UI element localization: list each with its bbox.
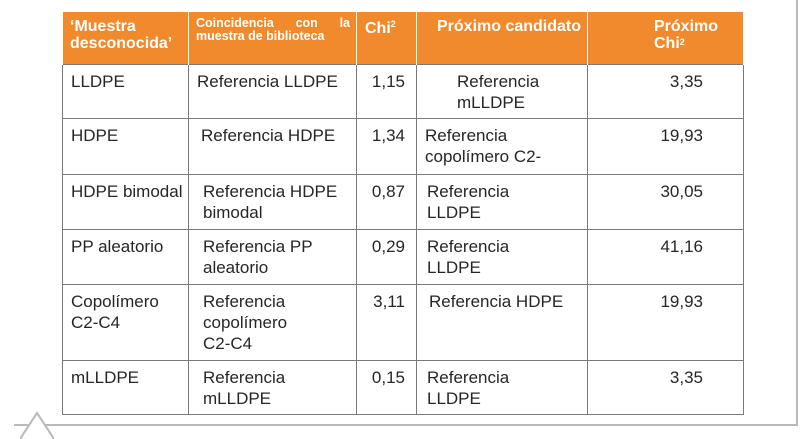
cell-sample: HDPE <box>63 118 189 174</box>
cell-next-chi: 3,35 <box>588 64 744 118</box>
comparison-table <box>62 12 744 415</box>
cell-match: Referencia mLLDPE <box>189 360 357 414</box>
cell-match: Referencia PP aleatorio <box>189 229 357 284</box>
cell-chi: 0,15 <box>357 360 417 414</box>
cell-next-chi: 30,05 <box>588 174 744 229</box>
table-row <box>63 229 744 284</box>
cell-sample: Copolímero C2-C4 <box>63 284 189 360</box>
cell-next-chi: 3,35 <box>588 360 744 414</box>
cell-sample: LLDPE <box>63 64 189 118</box>
cell-next-chi: 41,16 <box>588 229 744 284</box>
header-next-chi-label: Próximo Chi <box>654 18 719 52</box>
table-row <box>63 284 744 360</box>
cell-chi: 0,87 <box>357 174 417 229</box>
header-sample-label: ‘Muestra desconocida’ <box>70 18 173 52</box>
cell-next-chi: 19,93 <box>588 118 744 174</box>
cell-chi: 0,29 <box>357 229 417 284</box>
table-header-row <box>63 12 744 64</box>
cell-next-chi: 19,93 <box>588 284 744 360</box>
cell-sample: HDPE bimodal <box>63 174 189 229</box>
cell-chi: 3,11 <box>357 284 417 360</box>
header-next-candidate-label: Próximo candidato <box>437 18 582 35</box>
header-chi-label: Chi <box>365 20 391 37</box>
cell-next-candidate: Referencia copolímero C2- <box>417 118 588 174</box>
header-next-chi <box>588 12 744 64</box>
header-chi-superscript: 2 <box>390 19 396 29</box>
cell-match: Referencia LLDPE <box>189 64 357 118</box>
table-row <box>63 174 744 229</box>
table-row <box>63 360 744 414</box>
cell-next-candidate: Referencia LLDPE <box>417 360 588 414</box>
cell-match: Referencia HDPE bimodal <box>189 174 357 229</box>
table-row <box>63 118 744 174</box>
cell-next-candidate: Referencia LLDPE <box>417 174 588 229</box>
cell-next-candidate: Referencia HDPE <box>417 284 588 360</box>
cell-sample: PP aleatorio <box>63 229 189 284</box>
header-chi <box>357 12 417 64</box>
cell-sample: mLLDPE <box>63 360 189 414</box>
cell-next-candidate: Referencia mLLDPE <box>417 64 588 118</box>
cell-match: Referencia HDPE <box>189 118 357 174</box>
table-row <box>63 64 744 118</box>
cell-next-candidate: Referencia LLDPE <box>417 229 588 284</box>
callout-pointer-icon <box>20 410 54 439</box>
header-match <box>189 12 357 64</box>
header-match-label: Coincidencia con la muestra de biblioteca <box>196 16 350 43</box>
cell-chi: 1,34 <box>357 118 417 174</box>
cell-chi: 1,15 <box>357 64 417 118</box>
cell-match: Referencia copolímero C2-C4 <box>189 284 357 360</box>
header-sample <box>63 12 189 64</box>
header-next-chi-superscript: 2 <box>679 37 685 47</box>
header-next-candidate <box>417 12 588 64</box>
